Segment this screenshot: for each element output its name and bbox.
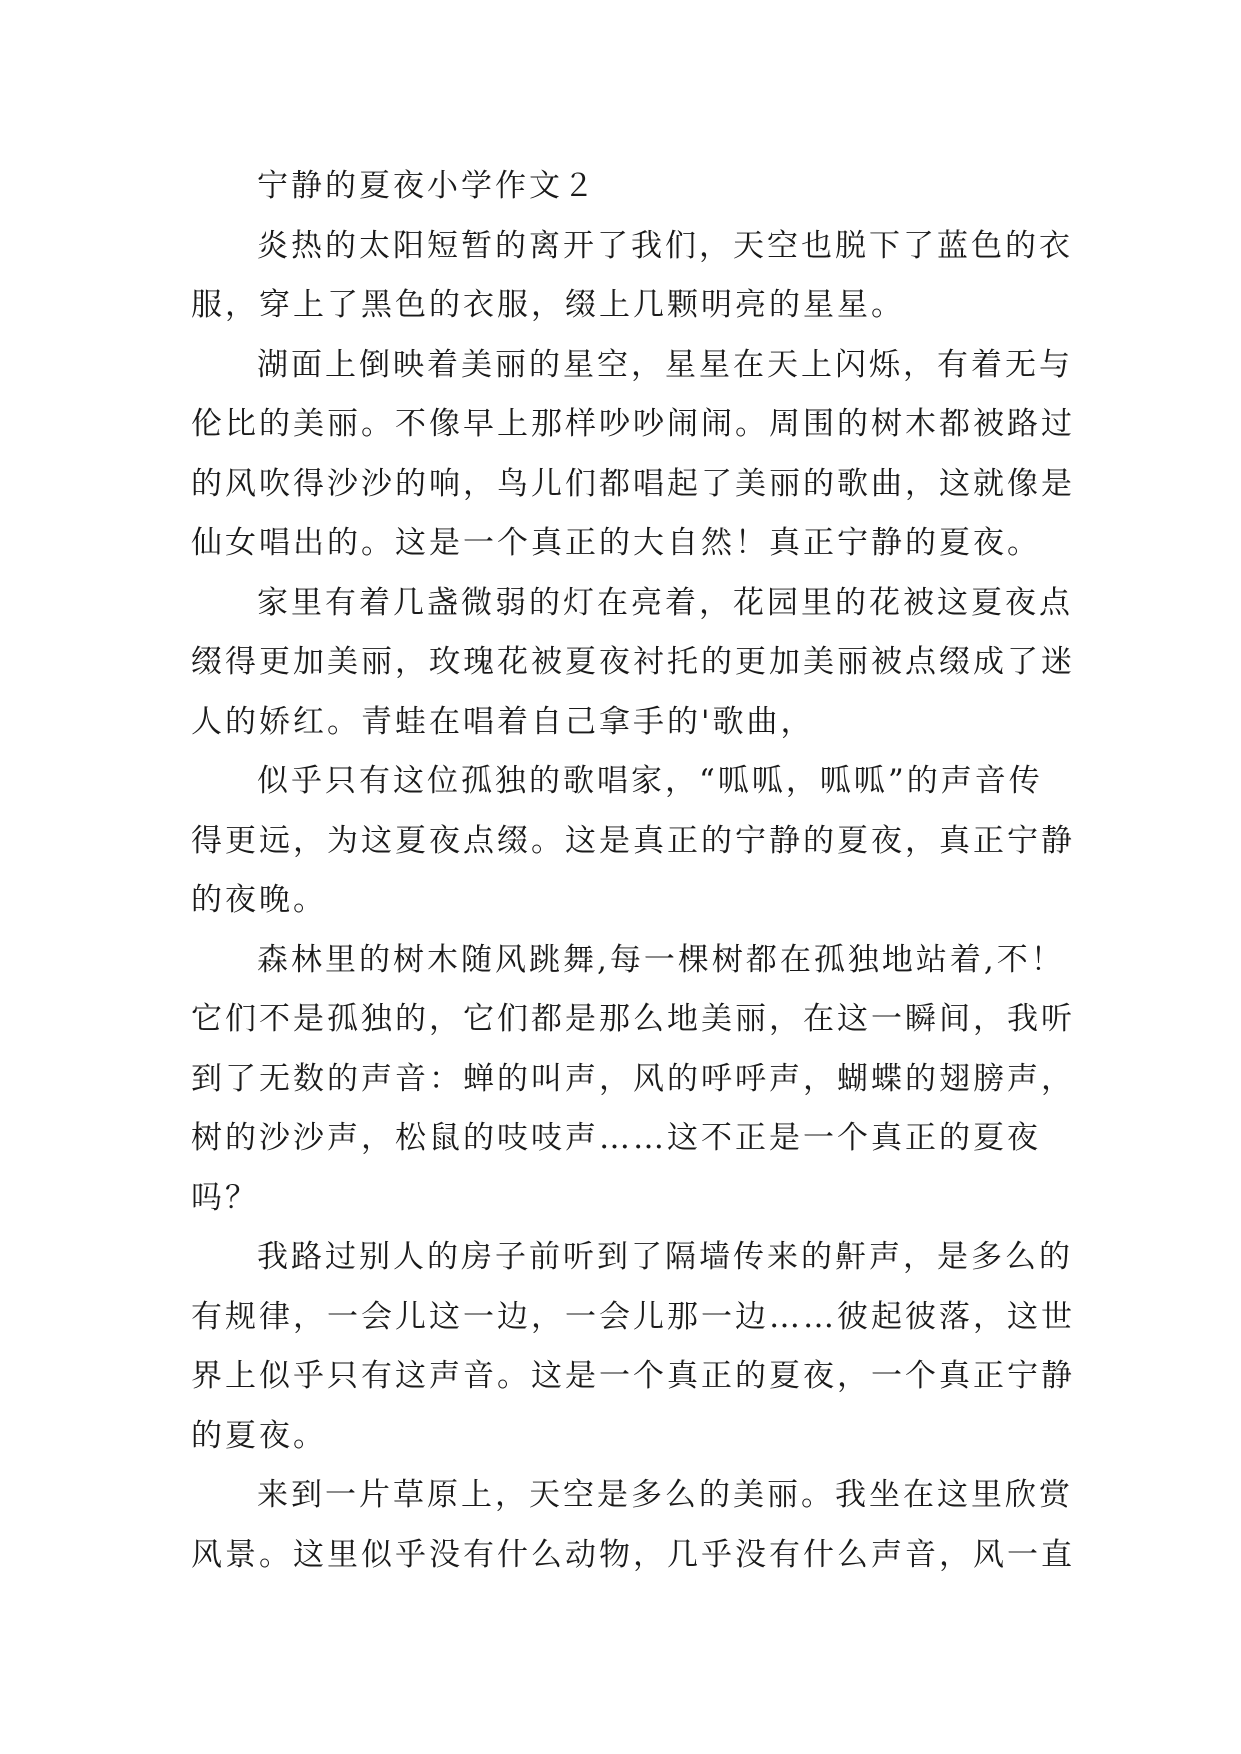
paragraph-1 [191, 217, 1071, 336]
paragraph-4 [191, 752, 1075, 931]
paragraph-line: 树的沙沙声，松鼠的吱吱声……这不正是一个真正的夏夜 [191, 1120, 1041, 1156]
paragraph-line: 吗？ [191, 1179, 259, 1216]
paragraph-7 [191, 1466, 1075, 1585]
paragraph-line: 它们不是孤独的，它们都是那么地美丽，在这一瞬间，我听 [191, 1001, 1075, 1037]
paragraph-line: 伦比的美丽。不像早上那样吵吵闹闹。周围的树木都被路过 [191, 406, 1075, 442]
paragraph-2 [191, 336, 1075, 574]
paragraph-3 [191, 574, 1075, 753]
paragraph-line: 服，穿上了黑色的衣服，缀上几颗明亮的星星。 [191, 287, 905, 323]
paragraph-line: 得更远，为这夏夜点缀。这是真正的宁静的夏夜，真正宁静 [191, 822, 1075, 859]
paragraph-5 [191, 931, 1075, 1229]
paragraph-line: 有规律，一会儿这一边，一会儿那一边……彼起彼落，这世 [191, 1298, 1075, 1335]
document-body [191, 157, 1075, 1585]
paragraph-line: 风景。这里似乎没有什么动物，几乎没有什么声音，风一直 [191, 1536, 1075, 1573]
paragraph-line: 森林里的树木随风跳舞,每一棵树都在孤独地站着,不！ [257, 941, 1065, 978]
paragraph-6 [191, 1228, 1075, 1466]
paragraph-line: 湖面上倒映着美丽的星空，星星在天上闪烁，有着无与 [257, 346, 1073, 383]
paragraph-line: 我路过别人的房子前听到了隔墙传来的鼾声，是多么的 [257, 1239, 1073, 1275]
document-title: 宁静的夏夜小学作文２ [257, 168, 597, 204]
paragraph-line: 炎热的太阳短暂的离开了我们，天空也脱下了蓝色的衣 [257, 227, 1073, 264]
paragraph-line: 的夜晚。 [191, 882, 327, 918]
paragraph-line: 来到一片草原上，天空是多么的美丽。我坐在这里欣赏 [257, 1477, 1073, 1513]
paragraph-line: 家里有着几盏微弱的灯在亮着，花园里的花被这夏夜点 [257, 584, 1073, 621]
paragraph-line: 人的娇红。青蛙在唱着自己拿手的'歌曲， [191, 703, 815, 740]
paragraph-line: 到了无数的声音：蝉的叫声，风的呼呼声，蝴蝶的翅膀声， [191, 1060, 1075, 1097]
paragraph-line: 仙女唱出的。这是一个真正的大自然！真正宁静的夏夜。 [191, 525, 1041, 561]
paragraph-line: 似乎只有这位孤独的歌唱家，“呱呱，呱呱”的声音传 [257, 763, 1043, 799]
paragraph-line: 的风吹得沙沙的响，鸟儿们都唱起了美丽的歌曲，这就像是 [191, 465, 1075, 502]
paragraph-line: 的夏夜。 [191, 1417, 327, 1454]
paragraph-line: 缀得更加美丽，玫瑰花被夏夜衬托的更加美丽被点缀成了迷 [191, 644, 1075, 680]
paragraph-line: 界上似乎只有这声音。这是一个真正的夏夜，一个真正宁静 [191, 1358, 1075, 1394]
